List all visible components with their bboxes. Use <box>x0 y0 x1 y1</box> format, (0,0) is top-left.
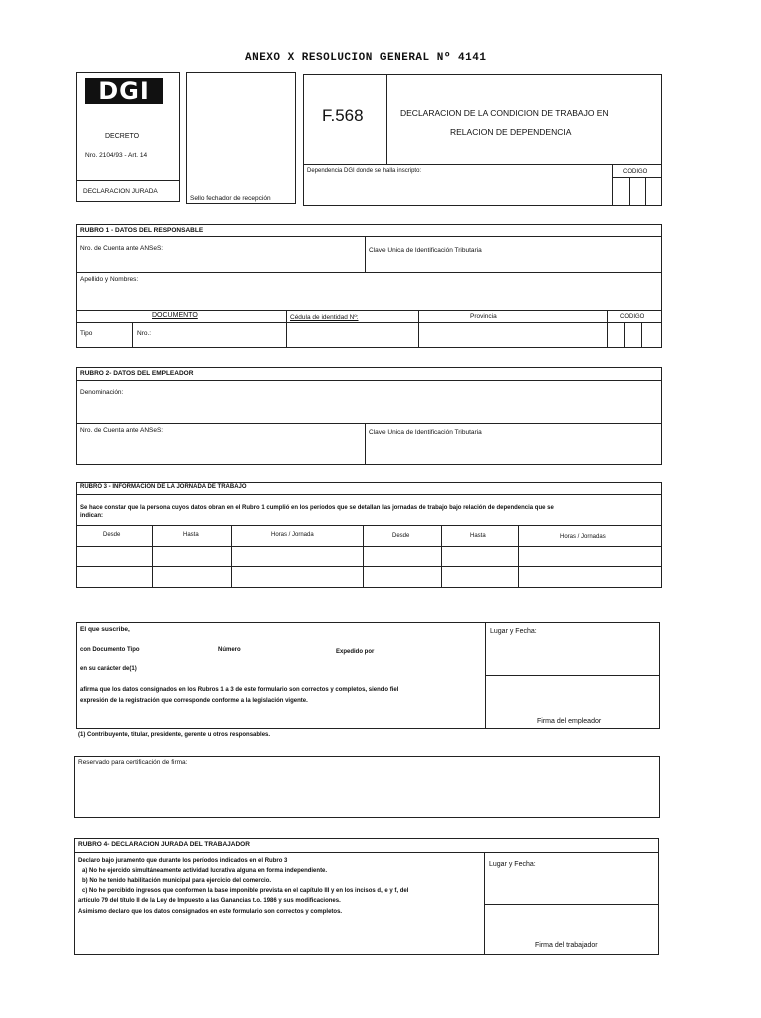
decreto-nro: Nro. 2104/93 - Art. 14 <box>85 152 148 159</box>
rubro4-section <box>74 838 659 955</box>
rubro4-line-4: artículo 79 del título II de la Ley de Impuesto a las Ganancias t.o. 1986 y sus modificaciones. <box>78 898 341 904</box>
firmante-suscribe: El que suscribe, <box>80 626 130 633</box>
rubro2-cuenta-label: Nro. de Cuenta ante ANSeS: <box>80 427 164 434</box>
rubro1-nro-label: Nro.: <box>137 330 152 337</box>
codigo-label: CODIGO <box>623 169 648 175</box>
rubro1-provincia-label: Provincia <box>470 313 497 320</box>
form-header-box <box>303 74 662 206</box>
rubro4-line-0: Declaro bajo juramento que durante los períodos indicados en el Rubro 3 <box>78 858 288 864</box>
rubro3-col-horas-1: Horas / Jornada <box>271 532 314 538</box>
rubro3-col-hasta-2: Hasta <box>470 533 486 539</box>
rubro4-line-1: a) No he ejercido simultáneamente actividad lucrativa alguna en forma independiente. <box>82 868 328 874</box>
declaracion-jurada-label: DECLARACION JURADA <box>83 188 158 195</box>
rubro3-col-desde-1: Desde <box>103 532 121 538</box>
rubro2-denominacion-label: Denominación: <box>80 389 124 396</box>
form-title-line2: RELACION DE DEPENDENCIA <box>450 127 572 137</box>
dgi-logo: DGI <box>85 78 163 104</box>
form-code: F.568 <box>322 106 364 125</box>
rubro1-tipo-label: Tipo <box>80 330 93 337</box>
rubro1-cuenta-label: Nro. de Cuenta ante ANSeS: <box>80 245 164 252</box>
rubro3-text-line2: indican: <box>80 513 104 519</box>
rubro1-section <box>76 224 662 348</box>
firmante-numero: Número <box>218 647 241 653</box>
decreto-label: DECRETO <box>105 133 140 140</box>
rubro1-apellido-label: Apellido y Nombres: <box>80 276 139 283</box>
rubro4-lugar-fecha: Lugar y Fecha: <box>489 861 536 868</box>
firmante-nota: (1) Contribuyente, titular, presidente, gerente u otros responsables. <box>78 732 271 738</box>
rubro3-title: RUBRO 3 - INFORMACION DE LA JORNADA DE TRABAJO <box>80 484 247 490</box>
sello-label: Sello fechador de recepción <box>190 195 271 202</box>
rubro3-col-hasta-1: Hasta <box>183 532 199 538</box>
rubro1-title: RUBRO 1 - DATOS DEL RESPONSABLE <box>80 227 204 234</box>
sello-box <box>186 72 296 204</box>
firmante-afirma-line2: expresión de la registración que corresponde conforme a la legislación vigente. <box>80 698 308 704</box>
firmante-expedido: Expedido por <box>336 649 375 655</box>
dependencia-label: Dependencia DGI donde se halla inscripto: <box>307 168 422 174</box>
rubro3-text-line1: Se hace constar que la persona cuyos datos obran en el Rubro 1 cumplió en los períodos que se detallan las jornadas de trabajo bajo relación de dependencia que se <box>80 505 554 511</box>
rubro4-line-2: b) No he tenido habilitación municipal para ejercicio del comercio. <box>82 878 272 884</box>
firmante-afirma-line1: afirma que los datos consignados en los Rubros 1 a 3 de este formulario son correctos y completos, siendo fiel <box>80 687 399 693</box>
firma-empleador-label: Firma del empleador <box>537 718 602 725</box>
rubro2-cuit-label: Clave Unica de Identificación Tributaria <box>369 429 482 436</box>
form-title-line1: DECLARACION DE LA CONDICION DE TRABAJO EN <box>400 108 609 118</box>
rubro1-cedula-label: Cédula de identidad Nº: <box>290 314 359 321</box>
firmante-caracter: en su carácter de(1) <box>80 666 137 672</box>
firmante-con-documento: con Documento Tipo <box>80 647 140 653</box>
rubro2-title: RUBRO 2- DATOS DEL EMPLEADOR <box>80 370 194 377</box>
firma-trabajador-label: Firma del trabajador <box>535 942 598 949</box>
rubro3-col-desde-2: Desde <box>392 533 410 539</box>
rubro1-codigo-label: CODIGO <box>620 314 645 320</box>
certificacion-label: Reservado para certificación de firma: <box>78 759 188 766</box>
rubro3-col-horas-2: Horas / Jornadas <box>560 534 606 540</box>
document-title: ANEXO X RESOLUCION GENERAL Nº 4141 <box>245 52 487 64</box>
rubro4-title: RUBRO 4- DECLARACION JURADA DEL TRABAJADOR <box>78 841 250 848</box>
rubro2-section <box>76 367 662 465</box>
firmante-lugar-fecha: Lugar y Fecha: <box>490 628 537 635</box>
rubro4-line-3: c) No he percibido ingresos que conformen la base imponible prevista en el capítulo III y en los incisos d, e y f, del <box>82 888 409 894</box>
rubro1-cuit-label: Clave Unica de Identificación Tributaria <box>369 247 482 254</box>
rubro1-documento-label: DOCUMENTO <box>152 312 198 319</box>
rubro4-line-5: Asimismo declaro que los datos consignados en este formulario son correctos y completos. <box>78 909 343 915</box>
